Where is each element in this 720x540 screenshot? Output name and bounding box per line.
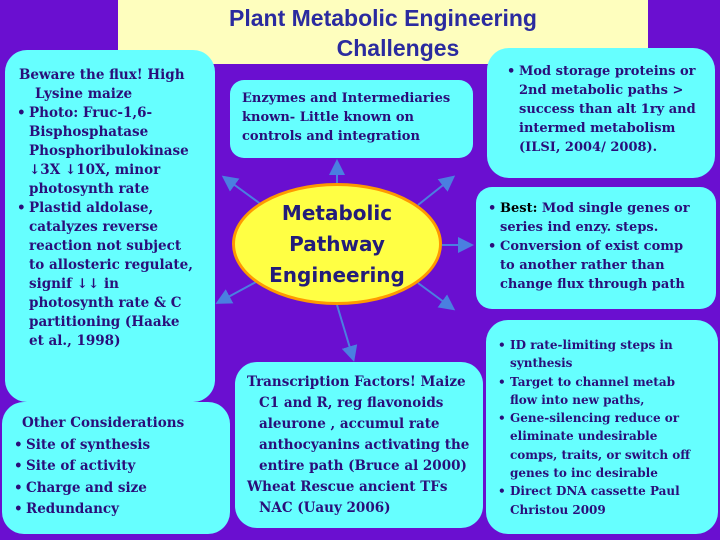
rate-bullet: • ID rate-limiting steps in synthesis: [496, 336, 714, 373]
consideration-item: • Site of synthesis: [12, 435, 226, 457]
center-line-1: Metabolic: [281, 201, 393, 225]
consideration-item: • Redundancy: [12, 499, 226, 521]
rate-bullet: • Direct DNA cassette Paul Christou 2009: [496, 482, 714, 519]
rate-limiting-box: [486, 320, 718, 534]
arrow-down: [337, 305, 353, 358]
flux-header-2: Lysine maize: [35, 86, 133, 102]
title-line-1: Plant Metabolic Engineering: [229, 5, 537, 31]
enzymes-box: Enzymes and Intermediaries known- Little known on controls and integration: [230, 80, 473, 158]
flux-bullet-list: [15, 104, 209, 351]
flux-bullet-photo: • Photo: Fruc-1,6- Bisphosphatase Phosphoribulokinase ↓3X ↓10X, minor photosynth rate: [15, 104, 209, 199]
central-topic-ellipse: [232, 183, 442, 305]
best-label: Best:: [500, 201, 538, 216]
center-line-3: Engineering: [269, 263, 405, 287]
best-bullet-1: • Best: Mod single genes or series ind enzy. steps.: [486, 199, 712, 237]
center-line-2: Pathway: [289, 232, 385, 256]
storage-proteins-box: [487, 48, 715, 178]
flux-bullet-aldolase: • Plastid aldolase, catalyzes reverse reaction not subject to allosteric regulate, signif ↓↓ in photosynth rate & C partitioning (Haake et al., 1998): [15, 199, 209, 351]
title-line-2: Challenges: [336, 35, 460, 61]
rate-bullet: • Gene-silencing reduce or eliminate undesirable comps, traits, or switch off genes to inc desirable: [496, 409, 714, 482]
flux-warning-box: [5, 50, 215, 402]
transcription-factors-box: Transcription Factors! Maize C1 and R, reg flavonoids aleurone , accumul rate anthocyanins activating the entire path (Bruce al 2000) Wheat Rescue ancient TFs NAC (Uauy 2006): [235, 362, 483, 528]
best-bullet-2: • Conversion of exist comp to another rather than change flux through path: [486, 237, 712, 294]
flux-header-1: Beware the flux! High: [19, 67, 185, 83]
other-considerations-box: [2, 402, 230, 534]
consideration-item: • Site of activity: [12, 456, 226, 478]
storage-bullet: • Mod storage proteins or 2nd metabolic paths > success than alt 1ry and intermed metabolism (ILSI, 2004/ 2008).: [505, 62, 709, 157]
consideration-item: • Charge and size: [12, 478, 226, 500]
other-header: Other Considerations: [22, 415, 185, 431]
rate-bullet: • Target to channel metab flow into new paths,: [496, 373, 714, 410]
best-approach-box: [476, 187, 716, 309]
